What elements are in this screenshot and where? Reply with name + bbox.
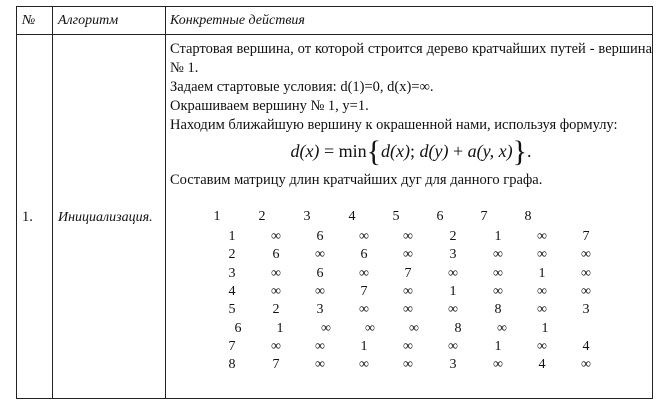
header-actions: Конкретные действия <box>170 13 305 28</box>
matrix-cell: ∞ <box>448 302 458 318</box>
matrix-cell: ∞ <box>537 247 547 263</box>
matrix-cell: ∞ <box>271 265 281 281</box>
matrix-cell: ∞ <box>403 283 413 299</box>
matrix-cell: ∞ <box>493 357 503 373</box>
matrix-row-label: 6 <box>234 320 242 336</box>
matrix-cell: ∞ <box>497 320 507 336</box>
formula-arg-dx: d(x) <box>381 141 410 161</box>
matrix-cell: 7 <box>272 357 280 373</box>
formula-end: . <box>527 141 532 161</box>
matrix-header-cell: 5 <box>392 209 400 224</box>
column-divider-1 <box>52 6 53 399</box>
matrix-row-label: 7 <box>228 338 236 354</box>
formula-arg-dy: d(y) <box>419 141 449 161</box>
matrix-cell: ∞ <box>315 247 325 263</box>
formula-arg-ayx: a(y, x) <box>467 141 513 161</box>
matrix-header-cell: 6 <box>436 209 444 224</box>
matrix-cell: 3 <box>316 302 324 318</box>
matrix-cell: 1 <box>449 283 457 299</box>
matrix-cell: 6 <box>316 265 324 281</box>
matrix-cell: 2 <box>449 229 457 244</box>
paragraph-color-vertex: Окрашиваем вершину № 1, y=1. <box>170 98 369 114</box>
brace-close: } <box>512 135 528 168</box>
matrix-cell: ∞ <box>315 357 325 373</box>
matrix-cell: ∞ <box>448 338 458 354</box>
matrix-cell: 3 <box>449 357 457 373</box>
matrix-cell: ∞ <box>581 247 591 263</box>
matrix-cell: ∞ <box>403 247 413 263</box>
matrix-cell: ∞ <box>403 302 413 318</box>
matrix-row-label: 8 <box>228 357 236 373</box>
matrix-cell: 1 <box>541 320 549 336</box>
matrix-cell: ∞ <box>403 357 413 373</box>
matrix-cell: ∞ <box>537 229 547 244</box>
matrix-cell: 1 <box>360 338 368 354</box>
matrix-cell: ∞ <box>365 320 375 336</box>
matrix-cell: ∞ <box>537 338 547 354</box>
formula-separator: ; <box>410 141 416 161</box>
matrix-cell: 6 <box>316 229 324 244</box>
matrix-header-cell: 2 <box>258 209 266 224</box>
matrix-cell: ∞ <box>271 283 281 299</box>
matrix-header-cell: 8 <box>524 209 532 224</box>
matrix-cell: ∞ <box>321 320 331 336</box>
matrix-cell: ∞ <box>315 283 325 299</box>
header-divider <box>16 34 653 35</box>
matrix-cell: 1 <box>276 320 284 336</box>
formula <box>170 135 652 167</box>
matrix-cell: ∞ <box>271 338 281 354</box>
header-algorithm: Алгоритм <box>58 13 119 28</box>
matrix-cell: 3 <box>582 302 590 318</box>
matrix-cell: 8 <box>454 320 462 336</box>
formula-min: min <box>338 141 367 161</box>
actions-text <box>170 40 652 135</box>
matrix-cell: ∞ <box>359 265 369 281</box>
matrix-cell: ∞ <box>359 357 369 373</box>
matrix-cell: ∞ <box>581 283 591 299</box>
matrix-header-cell: 1 <box>213 209 221 224</box>
matrix-cell: 2 <box>272 302 280 318</box>
paragraph-start-conditions: Задаем стартовые условия: d(1)=0, d(x)=∞. <box>170 79 434 95</box>
matrix-row-label: 4 <box>228 283 236 299</box>
matrix-cell: ∞ <box>403 229 413 244</box>
matrix-cell: ∞ <box>359 229 369 244</box>
matrix-cell: ∞ <box>315 338 325 354</box>
matrix-cell: ∞ <box>537 302 547 318</box>
matrix-cell: 4 <box>538 357 546 373</box>
matrix-cell: 1 <box>494 338 502 354</box>
matrix-cell: 1 <box>538 265 546 281</box>
header-number: № <box>22 13 36 28</box>
matrix-cell: ∞ <box>581 265 591 281</box>
matrix-row-label: 2 <box>228 247 236 263</box>
matrix-row-label: 3 <box>228 265 236 281</box>
matrix-cell: ∞ <box>271 229 281 244</box>
matrix-cell: ∞ <box>493 283 503 299</box>
formula-plus: + <box>453 141 464 161</box>
row-number: 1. <box>22 209 33 225</box>
matrix-cell: 7 <box>582 229 590 244</box>
matrix-caption <box>170 171 652 190</box>
matrix-header-cell: 3 <box>303 209 311 224</box>
matrix-cell: ∞ <box>581 357 591 373</box>
matrix-cell: ∞ <box>448 265 458 281</box>
brace-open: { <box>366 135 382 168</box>
row-algorithm: Инициализация. <box>58 210 153 225</box>
matrix-cell: 1 <box>494 229 502 244</box>
table-border-top <box>16 6 653 7</box>
matrix-header-cell: 4 <box>348 209 356 224</box>
matrix-cell: ∞ <box>359 302 369 318</box>
matrix-cell: 6 <box>272 247 280 263</box>
paragraph-start-vertex: Стартовая вершина, от которой строится дерево кратчайших путей - вершина № 1. <box>170 41 652 76</box>
matrix-cell: ∞ <box>493 265 503 281</box>
matrix-row-label: 1 <box>228 229 236 244</box>
table-border-right <box>652 6 653 399</box>
paragraph-find-nearest: Находим ближайшую вершину к окрашенной нами, используя формулу: <box>170 117 618 133</box>
paragraph-matrix-caption: Составим матрицу длин кратчайших дуг для данного графа. <box>170 172 543 188</box>
matrix-cell: 8 <box>494 302 502 318</box>
table-border-bottom <box>16 398 653 399</box>
matrix-cell: 6 <box>360 247 368 263</box>
matrix-cell: 7 <box>360 283 368 299</box>
matrix-cell: ∞ <box>537 283 547 299</box>
matrix-cell: 4 <box>582 338 590 354</box>
matrix-cell: ∞ <box>493 247 503 263</box>
matrix-cell: 7 <box>404 265 412 281</box>
column-divider-2 <box>165 6 166 399</box>
matrix-row-label: 5 <box>228 302 236 318</box>
matrix-cell: ∞ <box>409 320 419 336</box>
matrix-cell: ∞ <box>403 338 413 354</box>
table-border-left <box>16 6 17 399</box>
matrix-header-cell: 7 <box>480 209 488 224</box>
matrix-cell: 3 <box>449 247 457 263</box>
formula-equals: = <box>323 141 335 161</box>
formula-lhs: d(x) <box>290 141 320 161</box>
